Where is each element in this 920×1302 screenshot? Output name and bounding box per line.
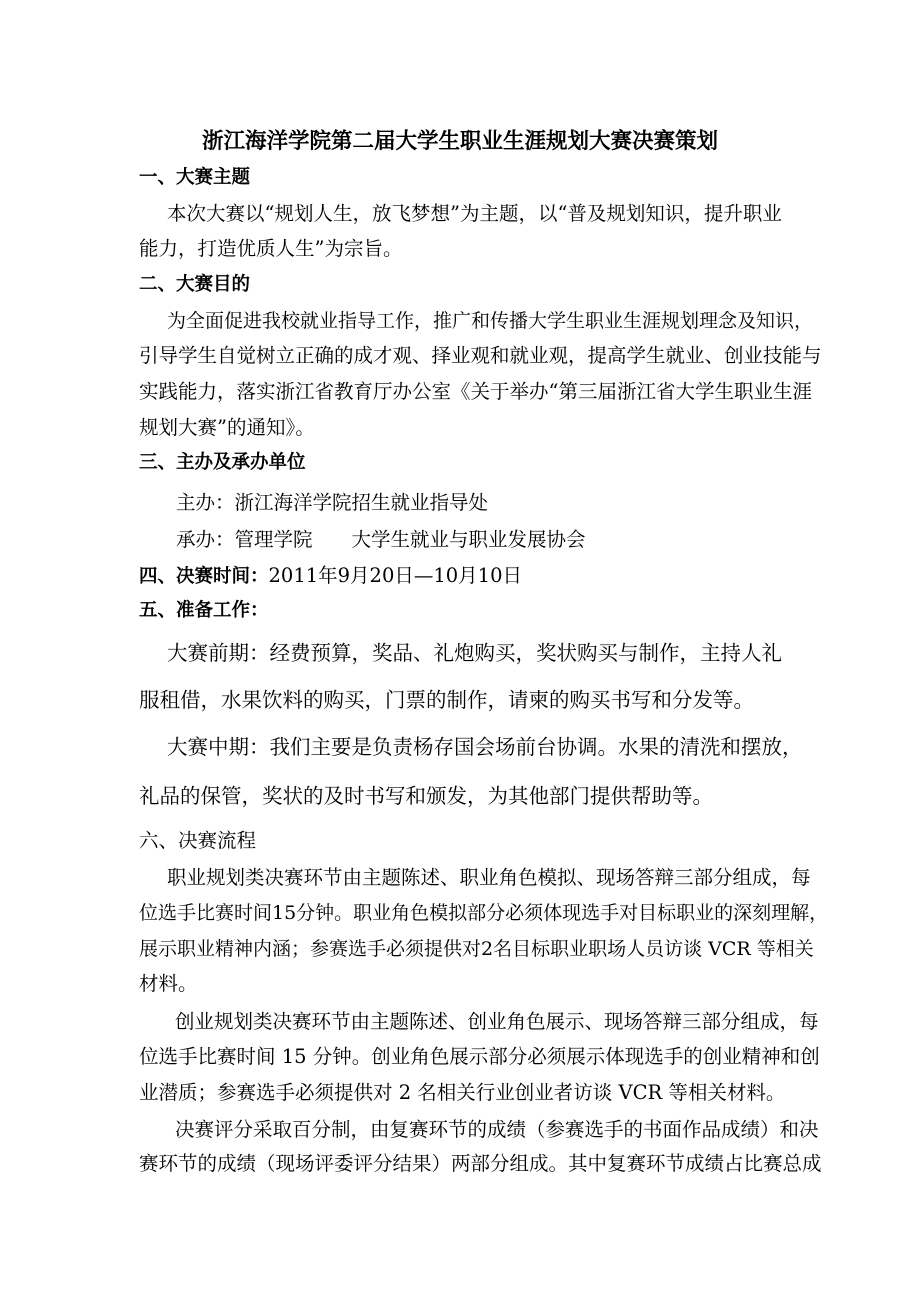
section-heading: 一、大赛主题	[139, 167, 251, 188]
paragraph-line: 位选手比赛时间 15 分钟。创业角色展示部分必须展示体现选手的创业精神和创	[139, 1045, 820, 1068]
section-heading: 三、主办及承办单位	[139, 452, 306, 473]
final-time-value: 2011年9月20日—10月10日	[268, 564, 522, 587]
paragraph-line: 大赛中期：我们主要是负责杨存国会场前台协调。水果的清洗和摆放，	[167, 735, 803, 759]
paragraph-line: 决赛评分采取百分制，由复赛环节的成绩（参赛选手的书面作品成绩）和决	[175, 1118, 819, 1141]
paragraph-line: 位选手比赛时间15分钟。职业角色模拟部分必须体现选手对目标职业的深刻理解，	[139, 902, 829, 924]
paragraph-line: 引导学生自觉树立正确的成才观、择业观和就业观，提高学生就业、创业技能与	[139, 344, 822, 367]
section-heading: 六、决赛流程	[139, 829, 257, 852]
final-time	[139, 564, 522, 589]
section-heading: 五、准备工作：	[139, 600, 269, 621]
paragraph-line: 礼品的保管，奖状的及时书写和颁发，为其他部门提供帮助等。	[139, 784, 713, 808]
section-heading: 四、决赛时间：	[139, 566, 269, 587]
paragraph-line: 服租借，水果饮料的购买，门票的制作，请柬的购买书写和分发等。	[139, 688, 754, 712]
organizer-line: 承办：管理学院 大学生就业与职业发展协会	[176, 528, 586, 551]
paragraph-line: 实践能力，落实浙江省教育厅办公室《关于举办“第三届浙江省大学生职业生涯	[139, 380, 812, 403]
paragraph-line: 展示职业精神内涵；参赛选手必须提供对2名目标职业职场人员访谈 VCR 等相关	[139, 938, 814, 960]
paragraph-line: 大赛前期：经费预算，奖品、礼炮购买，奖状购买与制作，主持人礼	[167, 641, 782, 665]
paragraph-line: 职业规划类决赛环节由主题陈述、职业角色模拟、现场答辩三部分组成，每	[167, 866, 811, 889]
section-heading: 二、大赛目的	[139, 274, 251, 295]
paragraph-line: 为全面促进我校就业指导工作，推广和传播大学生职业生涯规划理念及知识，	[167, 310, 814, 332]
host-line: 主办：浙江海洋学院招生就业指导处	[176, 491, 489, 514]
paragraph-line: 本次大赛以“规划人生，放飞梦想”为主题，以“普及规划知识，提升职业	[167, 202, 782, 225]
paragraph-line: 能力，打造优质人生”为宗旨。	[139, 237, 403, 260]
paragraph-line: 业潜质；参赛选手必须提供对 2 名相关行业创业者访谈 VCR 等相关材料。	[139, 1081, 786, 1104]
paragraph-line: 创业规划类决赛环节由主题陈述、创业角色展示、现场答辩三部分组成，每	[175, 1010, 819, 1033]
document-title: 浙江海洋学院第二届大学生职业生涯规划大赛决赛策划	[201, 129, 718, 154]
paragraph-line: 材料。	[139, 972, 198, 995]
paragraph-line: 规划大赛”的通知》。	[139, 416, 315, 439]
paragraph-line: 赛环节的成绩（现场评委评分结果）两部分组成。其中复赛环节成绩占比赛总成	[139, 1152, 822, 1175]
